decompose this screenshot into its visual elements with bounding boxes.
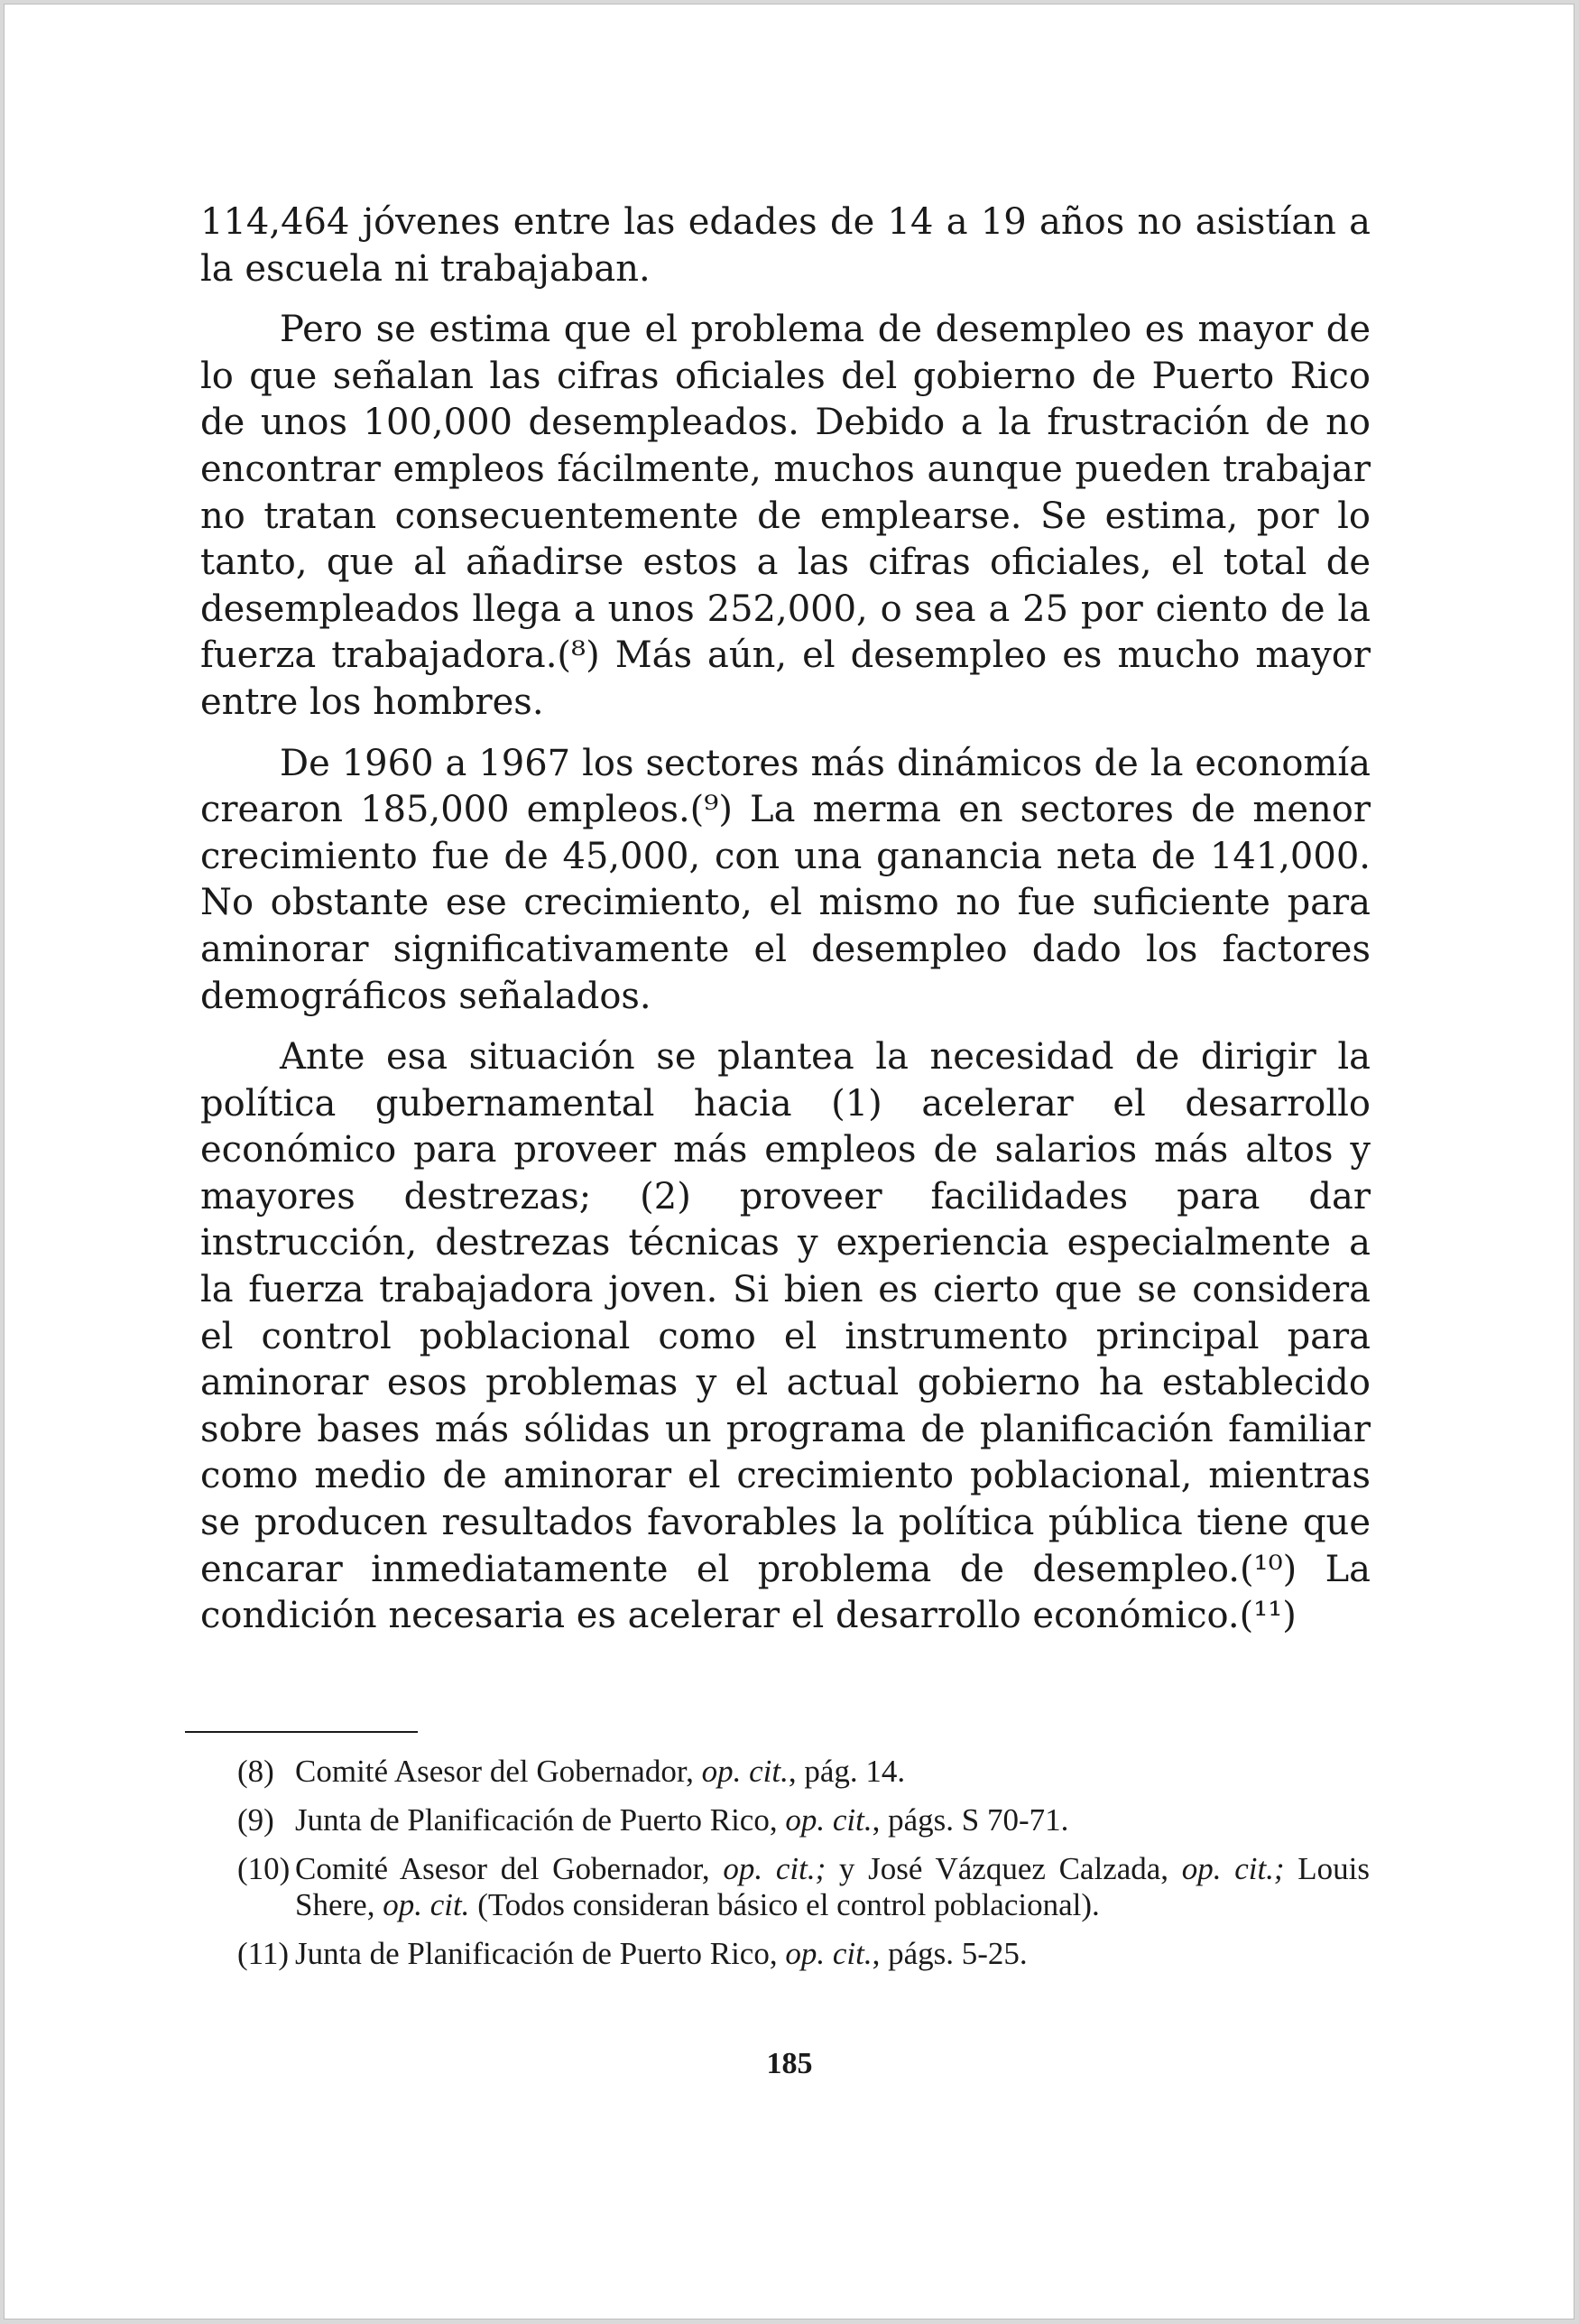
paragraph-1: 114,464 jóvenes entre las edades de 14 a 19 años no asistían a la escuela ni trabajaban. [200, 201, 1371, 290]
footnote-text-run: op. cit. [785, 1802, 873, 1838]
paragraph-4: Ante esa situación se plantea la necesidad de dirigir la política gubernamental hacia (1) acelerar el desarrollo económico para proveer más empleos de salarios más altos y mayores destrezas; (2) proveer facilidades para dar instrucción, destrezas técnicas y experiencia especialmente a la fuerza trabajadora joven. Si bien es cierto que se considera el control poblacional como el instrumento principal para aminorar esos problemas y el actual gobierno ha establecido sobre bases más sólidas un programa de planificación familiar como medio de aminorar el crecimiento poblacional, mientras se producen resultados favorables la política pública tiene que encarar inmediatamente el problema de desempleo.(¹⁰) La condición necesaria es acelerar el desarrollo económico.(¹¹) [200, 1036, 1371, 1637]
paragraph-2: Pero se estima que el problema de desempleo es mayor de lo que señalan las cifras oficiales del gobierno de Puerto Rico de unos 100,000 desempleados. Debido a la frustración de no encontrar empleos fácilmente, muchos aunque pueden trabajar no tratan consecuentemente de emplearse. Se estima, por lo tanto, que al añadirse estos a las cifras oficiales, el total de desempleados llega a unos 252,000, o sea a 25 por ciento de la fuerza trabajadora.(⁸) Más aún, el desempleo es mucho mayor entre los hombres. [200, 309, 1371, 723]
footnote-text-run: , págs. S 70-71. [872, 1802, 1069, 1838]
footnote-text-run: Louis Shere, [295, 1851, 1371, 1922]
footnote-number: (8) [237, 1754, 274, 1789]
document-page [4, 4, 1574, 2319]
footnote-text-run: Junta de Planificación de Puerto Rico, [295, 1936, 786, 1971]
footnote-text-run: op. cit. [383, 1887, 470, 1922]
footnote-text-run: Junta de Planificación de Puerto Rico, [295, 1802, 786, 1838]
footnote-number: (11) [237, 1936, 290, 1971]
footnote-text-run: (Todos consideran básico el control poblacional). [469, 1887, 1100, 1922]
footnote-text [295, 1851, 1370, 1923]
footnote-text-run: op. cit. [701, 1754, 789, 1789]
footnote-text-run: , págs. 5-25. [872, 1936, 1028, 1971]
footnote-10 [237, 1851, 1370, 1923]
footnote-text-run: op. cit.; [723, 1851, 826, 1886]
footnote-text-run: op. cit. [785, 1936, 873, 1971]
footnote-text [295, 1936, 1370, 1972]
footnote-text-run: y José Vázquez Calzada, [826, 1851, 1182, 1886]
footnote-text-run: , pág. 14. [788, 1754, 906, 1789]
footnote-9 [237, 1802, 1370, 1838]
footnote-text-run: Comité Asesor del Gobernador, [295, 1851, 724, 1886]
footnote-text-run: Comité Asesor del Gobernador, [295, 1754, 702, 1789]
paragraph-3: De 1960 a 1967 los sectores más dinámicos de la economía crearon 185,000 empleos.(⁹) La merma en sectores de menor crecimiento fue de 45,000, con una ganancia neta de 141,000. No obstante ese crecimiento, el mismo no fue suficiente para aminorar significativamente el desempleo dado los factores demográficos señalados. [200, 742, 1371, 1017]
footnote-11 [237, 1936, 1370, 1972]
footnote-text-run: op. cit.; [1181, 1851, 1285, 1886]
page-number: 185 [766, 2047, 813, 2080]
footnote-8 [237, 1754, 1370, 1790]
footnote-number: (10) [237, 1851, 291, 1886]
footnote-number: (9) [237, 1802, 274, 1838]
footnote-text [295, 1802, 1370, 1838]
footnote-text [295, 1754, 1370, 1790]
footnotes [237, 1754, 1370, 1985]
footnote-separator [185, 1731, 418, 1733]
body-text [200, 199, 1371, 1654]
